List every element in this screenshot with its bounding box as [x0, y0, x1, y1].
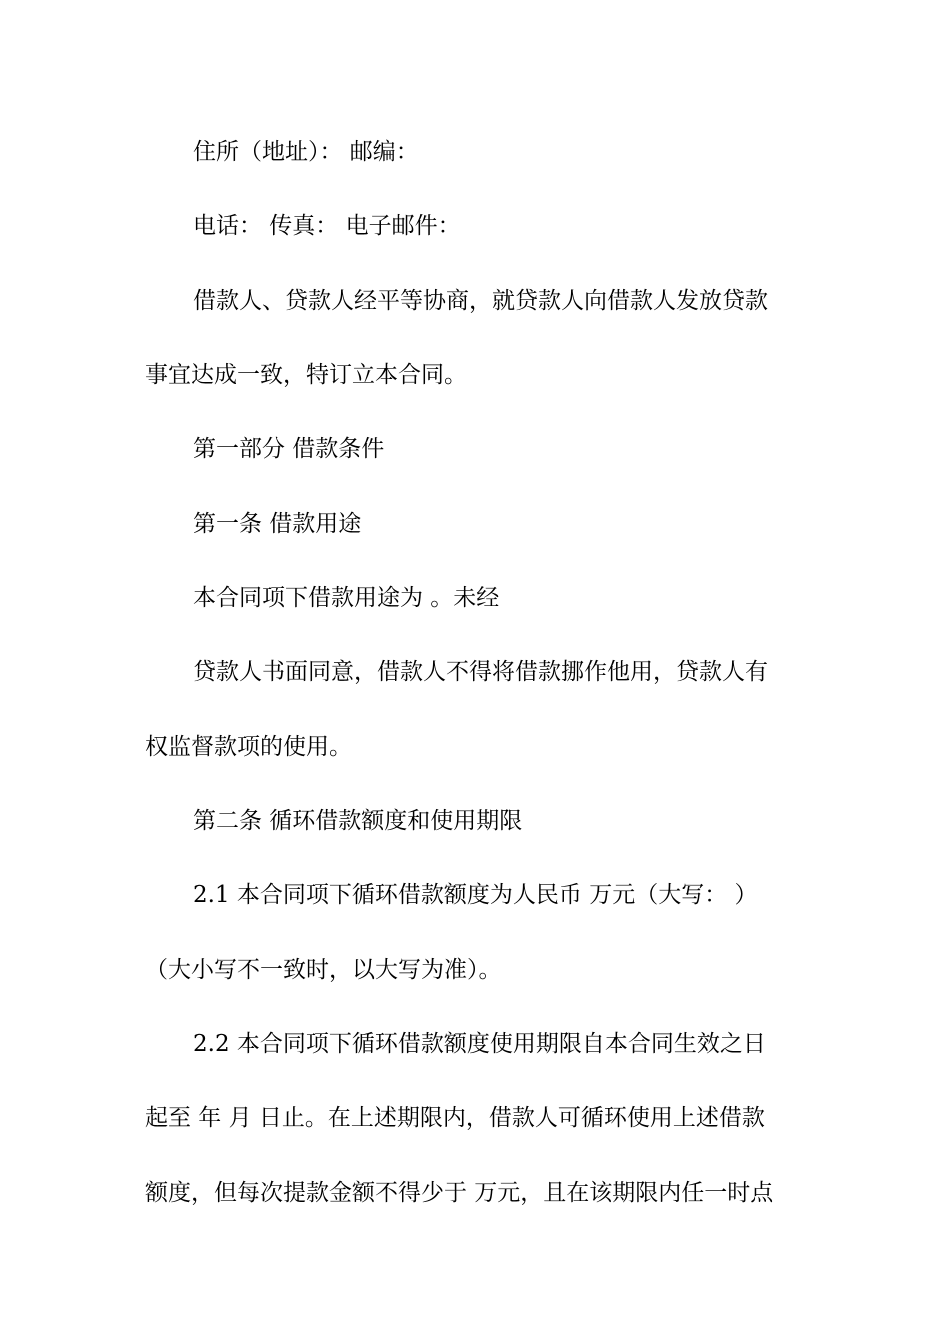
article-one-heading: 第一条 借款用途 — [193, 511, 362, 537]
article-two-heading: 第二条 循环借款额度和使用期限 — [193, 808, 523, 834]
preamble-line-1: 借款人、贷款人经平等协商，就贷款人向借款人发放贷款 — [193, 288, 768, 314]
clause-2-1-line-2: （大小写不一致时，以大写为准）。 — [145, 957, 502, 983]
loan-purpose-consent-line-1: 贷款人书面同意，借款人不得将借款挪作他用，贷款人有 — [193, 659, 768, 685]
clause-2-2-line-2: 起至 年 月 日止。在上述期限内，借款人可循环使用上述借款 — [145, 1105, 765, 1131]
clause-2-2-line-3: 额度，但每次提款金额不得少于 万元，且在该期限内任一时点 — [145, 1180, 774, 1206]
loan-purpose-consent-line-2: 权监督款项的使用。 — [145, 734, 352, 760]
phone-fax-email-line: 电话： 传真： 电子邮件： — [193, 213, 461, 239]
part-one-heading: 第一部分 借款条件 — [193, 436, 385, 462]
loan-purpose-line: 本合同项下借款用途为 。未经 — [193, 585, 500, 611]
clause-2-1-line-1: 2.1 本合同项下循环借款额度为人民币 万元（大写： ） — [193, 882, 758, 908]
address-postcode-line: 住所（地址）： 邮编： — [193, 139, 419, 165]
clause-2-2-line-1: 2.2 本合同项下循环借款额度使用期限自本合同生效之日 — [193, 1031, 766, 1057]
preamble-line-2: 事宜达成一致，特订立本合同。 — [145, 362, 467, 388]
